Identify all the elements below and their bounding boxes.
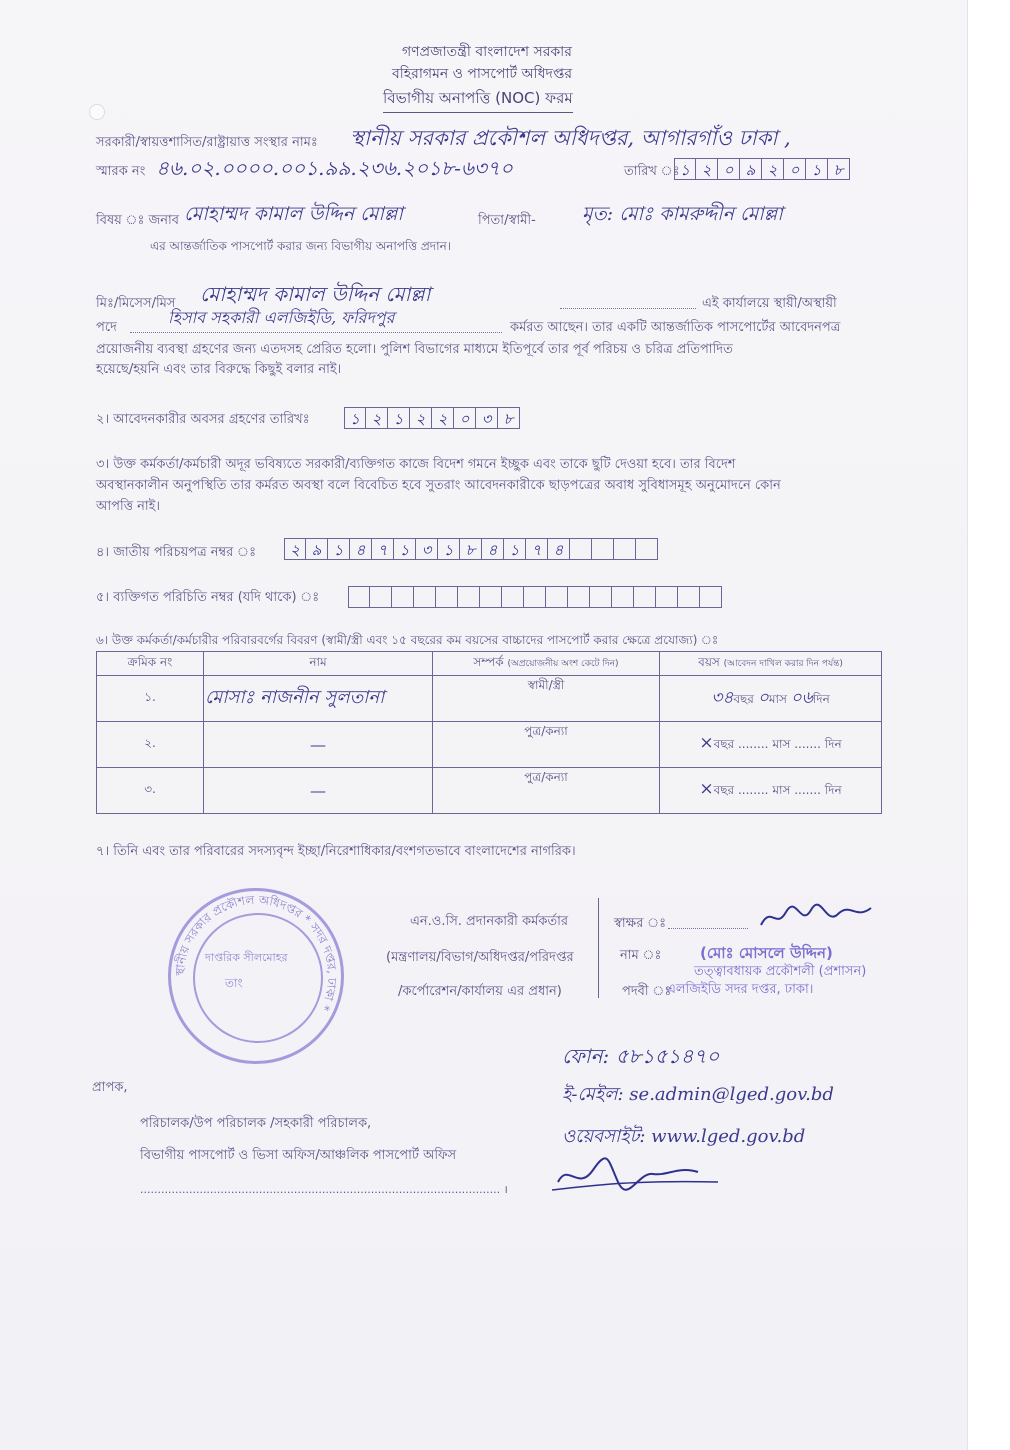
nid-digit: ৪ bbox=[482, 538, 504, 560]
nid-digit: ৮ bbox=[460, 538, 482, 560]
date-digit: ০ bbox=[718, 158, 740, 180]
subject-name: মোহাম্মদ কামাল উদ্দিন মোল্লা bbox=[184, 203, 403, 225]
row-name: — bbox=[310, 781, 326, 800]
form-title: বিভাগীয় অনাপত্তি (NOC) ফরম bbox=[383, 87, 573, 113]
col-name: নাম bbox=[204, 652, 433, 676]
retire-digit: ১ bbox=[344, 407, 366, 429]
unit-month: মাস bbox=[772, 737, 791, 751]
post-label: পদবী ঃ bbox=[622, 984, 672, 999]
org-value: স্থানীয় সরকার প্রকৌশল অধিদপ্তর, আগারগাঁও ঢাকা , bbox=[350, 126, 791, 150]
contact-signature bbox=[548, 1152, 728, 1198]
memo-date-label: তারিখ ঃ bbox=[624, 164, 680, 179]
body-prefix: মিঃ/মিসেস/মিস bbox=[96, 296, 176, 311]
pid-digit bbox=[436, 586, 458, 608]
retire-digit: ০ bbox=[454, 407, 476, 429]
contact-phone: ফোন: ৫৮১৫১৪৭০ bbox=[562, 1044, 720, 1068]
col-relation bbox=[433, 652, 660, 676]
recipient-line2: বিভাগীয় পাসপোর্ট ও ভিসা অফিস/আঞ্চলিক পাসপোর্ট অফিস bbox=[140, 1148, 457, 1163]
retire-digit: ২ bbox=[366, 407, 388, 429]
pid-digit bbox=[348, 586, 370, 608]
office-seal bbox=[168, 888, 344, 1064]
item4-label: ৪। জাতীয় পরিচয়পত্র নম্বর ঃ bbox=[96, 545, 257, 560]
age-months: ০ bbox=[757, 687, 769, 708]
issuer-line1: এন.ও.সি. প্রদানকারী কর্মকর্তার bbox=[410, 914, 569, 929]
sign-label: স্বাক্ষর ঃ bbox=[614, 916, 667, 931]
row-name-cell bbox=[204, 722, 433, 768]
nid-digit: ৭ bbox=[526, 538, 548, 560]
seal-ring-text-svg bbox=[168, 888, 344, 1064]
nid-digit: ৯ bbox=[306, 538, 328, 560]
recipient-line1: পরিচালক/উপ পরিচালক /সহকারী পরিচালক, bbox=[140, 1116, 372, 1131]
row-relation: পুত্র/কন্যা bbox=[433, 768, 660, 814]
item6-label: ৬। উক্ত কর্মকর্তা/কর্মচারীর পরিবারবর্গের বিবরণ (স্বামী/স্ত্রী এবং ১৫ বছরের কম বয়সের বাচ্চাদের পাসপোর্ট করার ক্ষেত্রে প্রযোজ্য) ঃ bbox=[96, 633, 719, 647]
item2-label: ২। আবেদনকারীর অবসর গ্রহণের তারিখঃ bbox=[96, 412, 310, 427]
sign-dots bbox=[668, 928, 748, 929]
punch-hole bbox=[89, 104, 105, 120]
seal-ring-textpath: স্থানীয় সরকার প্রকৌশল অধিদপ্তর * সদর দপ্তর, ঢাকা * bbox=[172, 892, 340, 1014]
body-post-dots bbox=[130, 332, 502, 333]
pid-digit bbox=[458, 586, 480, 608]
row-age: ×বছর ........ মাস ....... দিন bbox=[660, 722, 882, 768]
pid-digit bbox=[370, 586, 392, 608]
row-serial: ১. bbox=[97, 676, 204, 722]
nid-digit bbox=[592, 538, 614, 560]
body-line4: হয়েছে/হয়নি এবং তার বিরুদ্ধে কিছুই বলার নাই। bbox=[96, 362, 342, 377]
pid-digit bbox=[656, 586, 678, 608]
body-line2-end: কর্মরত আছেন। তার একটি আন্তর্জাতিক পাসপোর্টের আবেদনপত্র bbox=[510, 320, 841, 335]
nid-digit bbox=[636, 538, 658, 560]
unit-day: দিন bbox=[824, 737, 842, 751]
age-years: × bbox=[699, 733, 714, 753]
retire-digit: ২ bbox=[410, 407, 432, 429]
recipient-line3: ....................................................................................................... । bbox=[140, 1183, 508, 1196]
nid-digit: ৩ bbox=[416, 538, 438, 560]
col-age bbox=[660, 652, 882, 676]
header-line1: গণপ্রজাতন্ত্রী বাংলাদেশ সরকার bbox=[402, 44, 572, 60]
issuer-name: (মোঃ মোসলে উদ্দিন) bbox=[700, 944, 833, 962]
subject-parent-label: পিতা/স্বামী- bbox=[478, 213, 536, 228]
retire-digit: ৮ bbox=[498, 407, 520, 429]
col-relation-label: সম্পর্ক bbox=[473, 654, 504, 669]
org-label: সরকারী/স্বায়ত্তশাসিত/রাষ্ট্রায়াত্ত সংস্থার নামঃ bbox=[96, 135, 318, 150]
table-row bbox=[97, 768, 882, 814]
pid-digit bbox=[612, 586, 634, 608]
pid-digit bbox=[546, 586, 568, 608]
retire-date-boxes bbox=[344, 407, 520, 429]
nid-digit: ২ bbox=[284, 538, 306, 560]
item3-line1: ৩। উক্ত কর্মকর্তা/কর্মচারী অদূর ভবিষ্যতে সরকারী/ব্যক্তিগত কাজে বিদেশ গমনে ইচ্ছুক এবং তাকে ছুটি দেওয়া হবে। তার বিদেশ bbox=[96, 457, 736, 472]
unit-day: দিন bbox=[812, 691, 830, 706]
body-line3: প্রয়োজনীয় ব্যবস্থা গ্রহণের জন্য এতদসহ প্রেরিত হলো। পুলিশ বিভাগের মাধ্যমে ইতিপূর্বে তার পূর্ব পরিচয় ও চরিত্র প্রতিপাদিত bbox=[96, 342, 733, 357]
subject-parent: মৃত: মোঃ কামরুদ্দীন মোল্লা bbox=[582, 203, 783, 225]
row-name: মোসাঃ নাজনীন সুলতানা bbox=[205, 687, 385, 708]
retire-digit: ১ bbox=[388, 407, 410, 429]
date-digit: ৮ bbox=[828, 158, 850, 180]
recipient-label: প্রাপক, bbox=[92, 1080, 128, 1095]
memo-date-boxes bbox=[674, 158, 850, 180]
pid-digit bbox=[634, 586, 656, 608]
pid-digit bbox=[414, 586, 436, 608]
row-name: — bbox=[310, 735, 326, 754]
body-post-label: পদে bbox=[96, 320, 117, 335]
age-days: ০৬ bbox=[790, 687, 813, 708]
nid-digit: ৪ bbox=[350, 538, 372, 560]
pid-digit bbox=[678, 586, 700, 608]
contact-web: ওয়েবসাইট: www.lged.gov.bd bbox=[562, 1126, 806, 1147]
unit-year: বছর bbox=[713, 737, 735, 751]
date-digit: ১ bbox=[674, 158, 696, 180]
item5-label: ৫। ব্যক্তিগত পরিচিতি নম্বর (যদি থাকে) ঃ bbox=[96, 590, 320, 605]
name-label: নাম ঃ bbox=[620, 948, 662, 963]
col-relation-note: (অপ্রয়োজনীয় অংশ কেটে দিন) bbox=[507, 658, 619, 669]
pid-digit bbox=[524, 586, 546, 608]
retire-digit: ২ bbox=[432, 407, 454, 429]
col-age-note: (আবেদন দাখিল করার দিন পর্যন্ত) bbox=[723, 658, 843, 669]
scan-edge bbox=[967, 0, 1010, 1450]
nid-digit: ১ bbox=[504, 538, 526, 560]
date-digit: ১ bbox=[806, 158, 828, 180]
pid-digit bbox=[700, 586, 722, 608]
issuer-line3: /কর্পোরেশন/কার্যালয় এর প্রধান) bbox=[398, 984, 562, 999]
nid-digit bbox=[614, 538, 636, 560]
date-digit: ২ bbox=[762, 158, 784, 180]
nid-digit: ৭ bbox=[372, 538, 394, 560]
nid-boxes bbox=[284, 538, 658, 560]
personal-id-boxes bbox=[348, 586, 722, 608]
item3-line3: আপত্তি নাই। bbox=[96, 499, 161, 514]
pid-digit bbox=[568, 586, 590, 608]
row-name-cell bbox=[204, 676, 433, 722]
nid-digit: ৪ bbox=[548, 538, 570, 560]
nid-digit bbox=[570, 538, 592, 560]
col-serial: ক্রমিক নং bbox=[97, 652, 204, 676]
age-years: × bbox=[699, 779, 714, 799]
seal-date: তাং bbox=[225, 976, 243, 990]
date-digit: ৯ bbox=[740, 158, 762, 180]
pid-digit bbox=[392, 586, 414, 608]
seal-text: দাপ্তরিক সীলমোহর bbox=[205, 951, 288, 964]
unit-month: মাস bbox=[768, 691, 787, 706]
nid-digit: ১ bbox=[438, 538, 460, 560]
row-relation: পুত্র/কন্যা bbox=[433, 722, 660, 768]
row-age: ×বছর ........ মাস ....... দিন bbox=[660, 768, 882, 814]
row-relation: স্বামী/স্ত্রী bbox=[433, 676, 660, 722]
row-name-cell bbox=[204, 768, 433, 814]
body-name: মোহাম্মদ কামাল উদ্দিন মোল্লা bbox=[200, 282, 431, 306]
header-line2: বহিরাগমন ও পাসপোর্ট অধিদপ্তর bbox=[392, 66, 573, 82]
issuer-title: তত্ত্বাবধায়ক প্রকৌশলী (প্রশাসন) bbox=[694, 964, 867, 979]
row-age bbox=[660, 676, 882, 722]
item3-line2: অবস্থানকালীন অনুপস্থিতি তার কর্মরত অবস্থা বলে বিবেচিত হবে সুতরাং আবেদনকারীকে ছাড়পত্রের অবাধ সুবিধাসমূহ অনুমোদনে কোন bbox=[96, 478, 781, 493]
issuer-post: এলজিইডি সদর দপ্তর, ঢাকা। bbox=[666, 982, 814, 997]
subject-label: বিষয় ঃ জনাব bbox=[96, 213, 180, 228]
body-name-dots bbox=[560, 308, 696, 309]
retire-digit: ৩ bbox=[476, 407, 498, 429]
unit-month: মাস bbox=[772, 783, 791, 797]
issuer-divider bbox=[598, 898, 599, 998]
issuer-line2: (মন্ত্রণালয়/বিভাগ/অধিদপ্তর/পরিদপ্তর bbox=[386, 950, 574, 965]
row-serial: ৩. bbox=[97, 768, 204, 814]
body-office-text: এই কার্যালয়ে স্থায়ী/অস্থায়ী bbox=[702, 296, 837, 311]
pid-digit bbox=[480, 586, 502, 608]
family-table bbox=[96, 651, 882, 814]
unit-year: বছর bbox=[733, 691, 754, 706]
memo-label: স্মারক নং bbox=[96, 164, 146, 179]
pid-digit bbox=[502, 586, 524, 608]
unit-year: বছর bbox=[713, 783, 735, 797]
col-age-label: বয়স bbox=[698, 654, 720, 669]
unit-day: দিন bbox=[824, 783, 842, 797]
subject-line2: এর আন্তর্জাতিক পাসপোর্ট করার জন্য বিভাগীয় অনাপত্তি প্রদান। bbox=[150, 239, 452, 253]
table-row bbox=[97, 722, 882, 768]
date-digit: ০ bbox=[784, 158, 806, 180]
table-row bbox=[97, 676, 882, 722]
contact-email: ই-মেইল: se.admin@lged.gov.bd bbox=[562, 1084, 834, 1105]
date-digit: ২ bbox=[696, 158, 718, 180]
nid-digit: ১ bbox=[394, 538, 416, 560]
body-post: হিসাব সহকারী এলজিইডি, ফরিদপুর bbox=[168, 308, 395, 327]
item7-label: ৭। তিনি এবং তার পরিবারের সদস্যবৃন্দ ইচ্ছা/নিরেশাধিকার/বংশগতভাবে বাংলাদেশের নাগরিক। bbox=[96, 844, 576, 859]
nid-digit: ১ bbox=[328, 538, 350, 560]
memo-value: ৪৬.০২.০০০০.০০১.৯৯.২৩৬.২০১৮-৬৩৭০ bbox=[156, 156, 513, 180]
pid-digit bbox=[590, 586, 612, 608]
age-years: ৩৪ bbox=[711, 687, 734, 708]
row-serial: ২. bbox=[97, 722, 204, 768]
issuer-signature bbox=[756, 900, 876, 940]
